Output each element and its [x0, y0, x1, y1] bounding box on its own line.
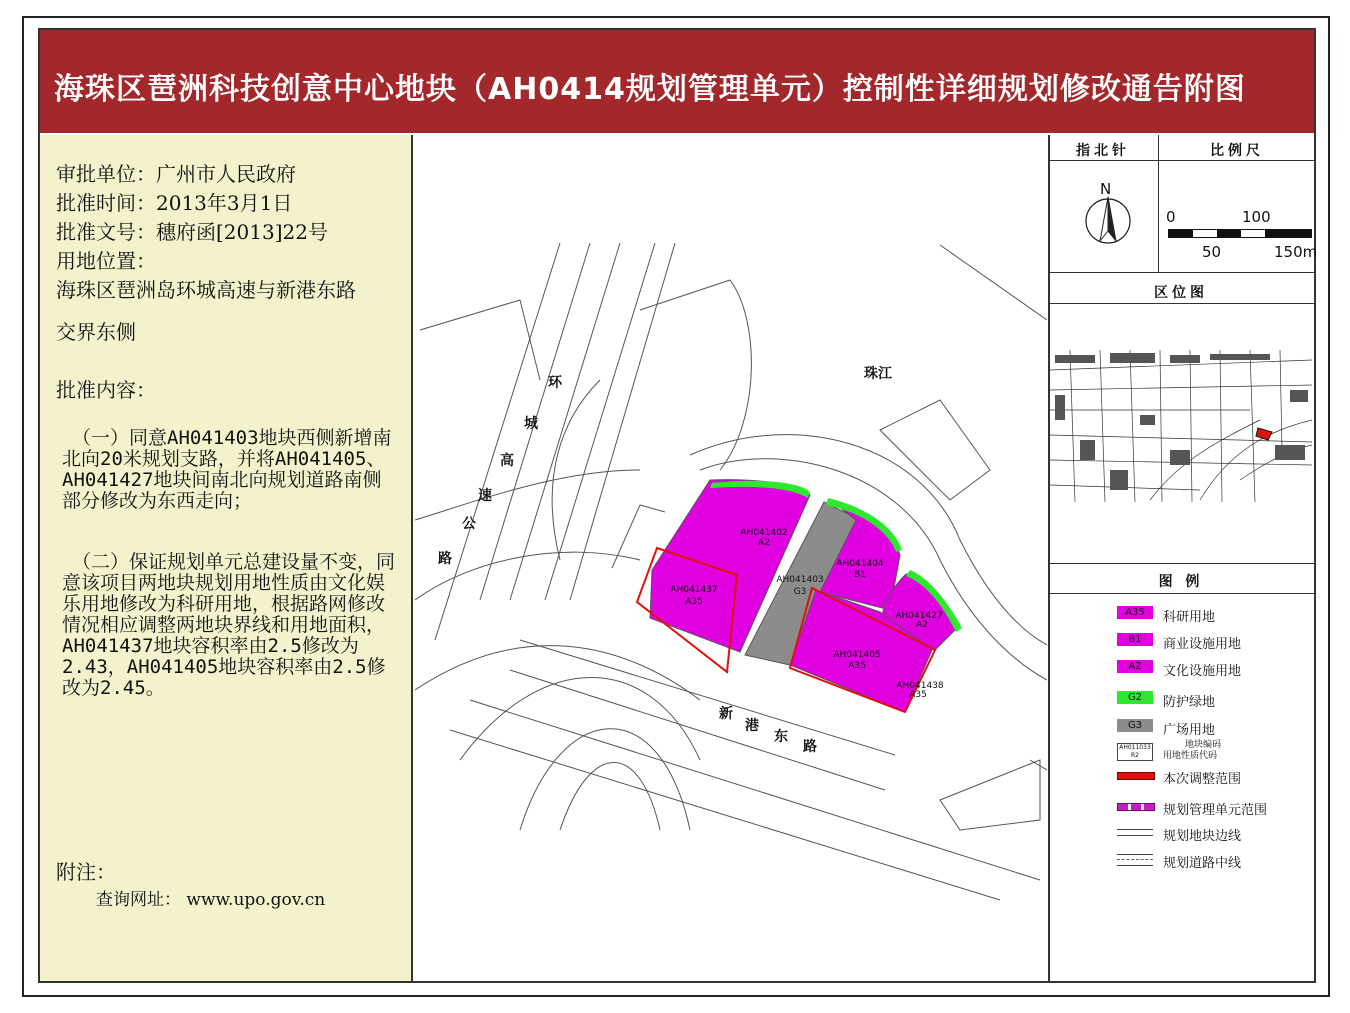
highway-edge — [570, 243, 675, 600]
scale-tick-0: 0 — [1166, 208, 1176, 226]
legend-swatch-G2: G2 — [1117, 691, 1153, 704]
legend-swatch-adjust — [1117, 772, 1155, 780]
block-outline — [552, 380, 600, 560]
parcel-type-label: G3 — [793, 587, 807, 597]
scale-segment — [1169, 230, 1193, 237]
location-map-header: 区位图 — [1154, 285, 1208, 301]
parcel-type-label: A35 — [685, 597, 703, 607]
legend-dash — [1117, 859, 1153, 860]
road-label-char: 东 — [774, 729, 788, 745]
block-outline — [420, 300, 540, 380]
parcel-code-label: AH041404 — [836, 559, 884, 569]
legend-swatch-G3: G3 — [1117, 719, 1153, 732]
location-label: 用地位置： — [56, 249, 156, 273]
scale-tick-150: 150m — [1274, 243, 1318, 261]
legend-sample-code: AH011033 — [1119, 744, 1151, 751]
doc-number-text: 批准文号：穗府函[2013]22号 — [56, 220, 328, 244]
road-label-char: 新 — [719, 706, 733, 722]
road-label-char: 路 — [803, 739, 817, 755]
highway-edge — [435, 243, 560, 640]
parcel-type-label: A2 — [916, 620, 928, 630]
block-outline — [612, 505, 665, 568]
legend-label-parcel-line: 规划地块边线 — [1163, 829, 1242, 844]
note-label: 附注： — [56, 860, 116, 884]
divider — [1048, 563, 1314, 564]
legend-sample-line2: 用地性质代码 — [1163, 751, 1218, 761]
ramp-line — [520, 729, 690, 830]
approval-item-2: （二）保证规划单元总建设量不变，同意该项目两地块规划用地性质由文化娱乐用地修改为科研用地，根据路网修改情况相应调整两地块界线和用地面积，AH041437地块容积率由2.5修改为2.43，AH041405地块容积率由2.5修改为2.45。 — [62, 551, 396, 699]
highway-edge — [545, 243, 655, 600]
block-outline — [880, 400, 990, 500]
content-label: 批准内容： — [56, 378, 156, 402]
legend-label-A2: 文化设施用地 — [1163, 664, 1242, 679]
highway-label-char: 公 — [462, 516, 476, 532]
scale-segment — [1217, 230, 1241, 237]
highway-label-char: 环 — [548, 375, 562, 391]
parcel-code-label: AH041438 — [896, 681, 944, 691]
parcel-type-label: A2 — [758, 538, 770, 548]
highway-label-char: 路 — [438, 551, 452, 567]
parcel-code-label: AH041427 — [895, 611, 943, 621]
block-outline — [1030, 760, 1047, 770]
divider — [1048, 160, 1314, 161]
ramp-line — [460, 678, 700, 761]
parcel-type-label: B1 — [854, 570, 866, 580]
approval-date-text: 批准时间：2013年3月1日 — [56, 191, 293, 215]
legend-sample-line1: 地块编码 — [1185, 740, 1222, 750]
page-title: 海珠区琶洲科技创意中心地块（AH0414规划管理单元）控制性详细规划修改通告附图 — [54, 72, 1246, 107]
parcel-type-label: A35 — [909, 690, 927, 700]
north-label: N — [1100, 180, 1112, 198]
location-line2: 交界东侧 — [56, 320, 136, 344]
legend-swatch-parcel-line — [1117, 829, 1153, 836]
road-label-char: 港 — [745, 718, 759, 734]
legend-sample-type: R2 — [1131, 752, 1139, 759]
scale-segment — [1265, 230, 1311, 237]
block-outline — [940, 245, 1047, 320]
divider — [1048, 303, 1314, 304]
scale-header: 比例尺 — [1210, 143, 1264, 159]
block-outline — [940, 760, 1040, 830]
approver-text: 审批单位：广州市人民政府 — [56, 162, 296, 186]
legend-label-B1: 商业设施用地 — [1163, 637, 1242, 652]
approval-item-1: （一）同意AH041403地块西侧新增南北向20米规划支路，并将AH041405、AH041427地块间南北向规划道路南侧部分修改为东西走向； — [62, 427, 392, 512]
road-edge — [450, 730, 1000, 900]
legend-label-A35: 科研用地 — [1163, 610, 1216, 625]
parcel-code-label: AH041403 — [776, 575, 824, 585]
scale-tick-100: 100 — [1242, 208, 1271, 226]
legend-header: 图 例 — [1158, 574, 1204, 590]
legend-swatch-unit — [1117, 803, 1155, 811]
legend-sample-text — [1163, 740, 1221, 762]
legend-swatch-A35: A35 — [1117, 606, 1153, 619]
legend-label-G3: 广场用地 — [1163, 723, 1216, 738]
ramp-line — [560, 763, 660, 831]
compass-header: 指北针 — [1076, 143, 1130, 159]
parcel-code-label: AH041437 — [670, 585, 718, 595]
parcel-code-label: AH041405 — [833, 650, 881, 660]
highway-label-char: 速 — [478, 488, 492, 504]
divider — [1048, 593, 1314, 594]
divider — [1158, 135, 1159, 272]
parcel-type-label: A35 — [848, 661, 866, 671]
highway-label-char: 高 — [500, 453, 514, 469]
divider — [1048, 272, 1314, 273]
legend-label-adjust: 本次调整范围 — [1163, 772, 1242, 787]
parcel-code-label: AH041402 — [740, 528, 788, 538]
legend-swatch-A2: A2 — [1117, 660, 1153, 673]
block-outline — [640, 280, 751, 470]
planning-map — [415, 135, 1047, 981]
legend-label-unit: 规划管理单元范围 — [1163, 803, 1268, 818]
legend-swatch-B1: B1 — [1117, 633, 1153, 646]
legend-swatch-road-center — [1117, 854, 1153, 866]
website-text: 查询网址： www.upo.gov.cn — [96, 890, 326, 910]
river-label: 珠江 — [864, 366, 892, 382]
scale-bar — [1168, 229, 1312, 238]
legend-label-road-center: 规划道路中线 — [1163, 856, 1242, 871]
ramp-line — [415, 646, 700, 700]
legend-sample-box — [1117, 743, 1153, 761]
location-line1: 海珠区琶洲岛环城高速与新港东路 — [56, 278, 356, 302]
location-map — [1050, 350, 1312, 502]
legend-label-G2: 防护绿地 — [1163, 695, 1216, 710]
scale-tick-50: 50 — [1202, 243, 1222, 261]
highway-label-char: 城 — [524, 416, 538, 432]
